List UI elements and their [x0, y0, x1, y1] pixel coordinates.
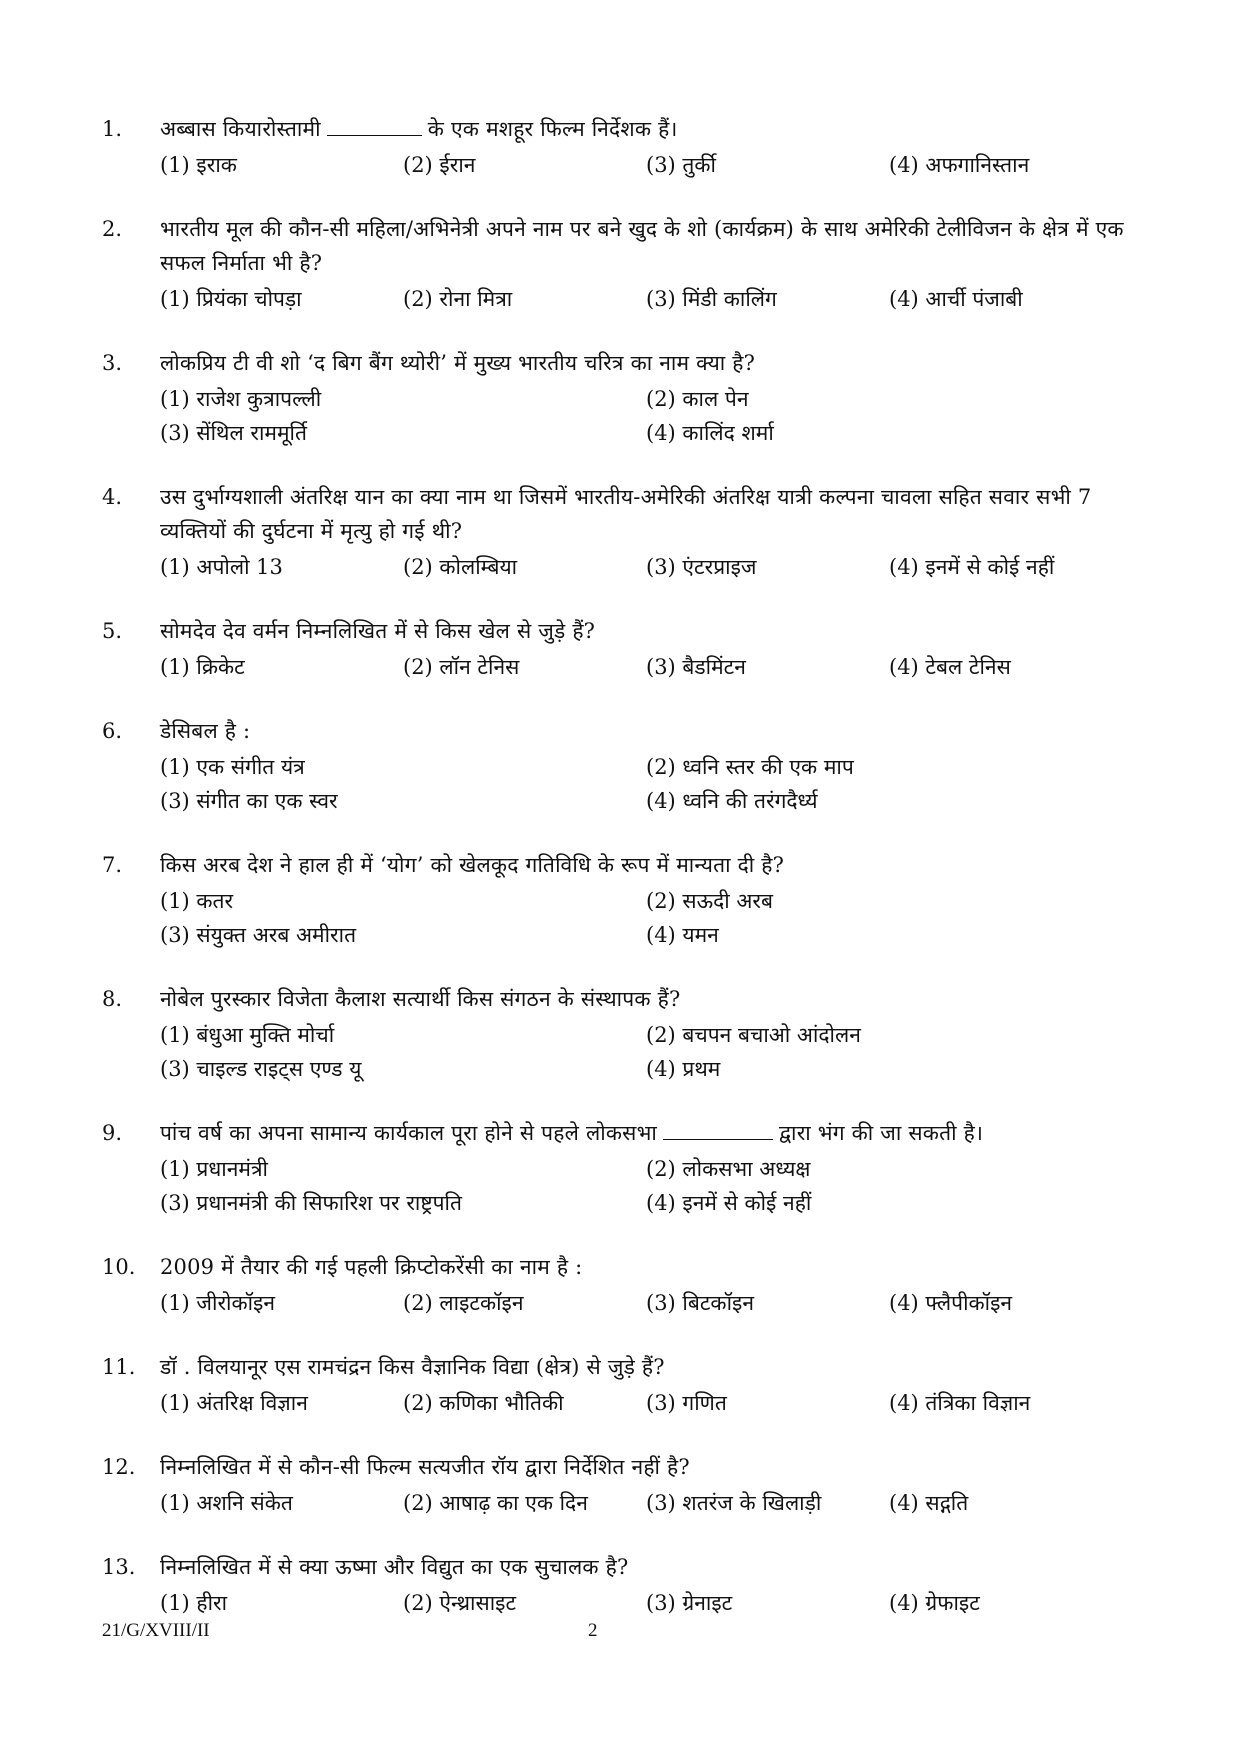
question-6: [102, 714, 1142, 818]
question-3: [102, 346, 1142, 450]
option-3: (3) एंटरप्राइज: [646, 555, 757, 579]
paper-code: 21/G/XVIII/II: [102, 1620, 210, 1641]
option-4: (4) ग्रेफाइट: [889, 1591, 980, 1615]
options: [160, 1286, 1142, 1320]
option-1: (1) अशनि संकेत: [160, 1491, 293, 1515]
question-number: 11.: [102, 1355, 136, 1379]
option-4: (4) अफगानिस्तान: [889, 153, 1030, 177]
option-2: (2) ऐन्थ्रासाइट: [403, 1591, 517, 1615]
option-2: (2) ईरान: [403, 153, 476, 177]
question-number: 8.: [102, 987, 123, 1011]
option-1: (1) प्रियंका चोपड़ा: [160, 287, 302, 311]
fill-blank: [663, 1117, 773, 1140]
option-4: (4) फ्लैपीकॉइन: [889, 1291, 1013, 1315]
options: [160, 750, 1142, 818]
option-2: (2) काल पेन: [646, 387, 749, 411]
option-1: (1) अंतरिक्ष विज्ञान: [160, 1391, 308, 1415]
question-text: डॉ . विलयानूर एस रामचंद्रन किस वैज्ञानिक विद्या (क्षेत्र) से जुड़े हैं?: [160, 1355, 665, 1379]
option-1: (1) राजेश कुत्रापल्ली: [160, 387, 322, 411]
option-3: (3) शतरंज के खिलाड़ी: [646, 1491, 822, 1515]
option-2: (2) रोना मित्रा: [403, 287, 513, 311]
option-3: (3) प्रधानमंत्री की सिफारिश पर राष्ट्रपति: [160, 1191, 462, 1215]
option-4: (4) यमन: [646, 923, 719, 947]
option-4: (4) तंत्रिका विज्ञान: [889, 1391, 1031, 1415]
question-number: 4.: [102, 485, 123, 509]
option-3: (3) चाइल्ड राइट्स एण्ड यू: [160, 1057, 362, 1081]
option-4: (4) ध्वनि की तरंगदैर्ध्य: [646, 789, 818, 813]
option-1: (1) इराक: [160, 153, 237, 177]
question-number: 7.: [102, 853, 123, 877]
question-4: [102, 480, 1142, 584]
question-text: द्वारा भंग की जा सकती है।: [778, 1121, 984, 1145]
question-number: 3.: [102, 351, 123, 375]
option-4: (4) प्रथम: [646, 1057, 721, 1081]
option-2: (2) लोकसभा अध्यक्ष: [646, 1157, 811, 1181]
option-1: (1) जीरोकॉइन: [160, 1291, 276, 1315]
options: [160, 282, 1142, 316]
option-1: (1) प्रधानमंत्री: [160, 1157, 268, 1181]
question-text: पांच वर्ष का अपना सामान्य कार्यकाल पूरा होने से पहले लोकसभा: [160, 1121, 657, 1145]
question-text: लोकप्रिय टी वी शो ‘द बिग बैंग थ्योरी’ में मुख्य भारतीय चरित्र का नाम क्या है?: [160, 351, 756, 375]
option-2: (2) कोलम्बिया: [403, 555, 518, 579]
page-number: 2: [588, 1620, 598, 1641]
question-text: अब्बास कियारोस्तामी: [160, 117, 321, 141]
question-5: [102, 614, 1142, 684]
question-number: 1.: [102, 117, 123, 141]
question-text: सोमदेव देव वर्मन निम्नलिखित में से किस खेल से जुड़े हैं?: [160, 619, 596, 643]
question-1: [102, 112, 1142, 182]
option-3: (3) संगीत का एक स्वर: [160, 789, 338, 813]
option-4: (4) इनमें से कोई नहीं: [889, 555, 1055, 579]
option-2: (2) बचपन बचाओ आंदोलन: [646, 1023, 861, 1047]
question-number: 2.: [102, 217, 123, 241]
question-number: 5.: [102, 619, 123, 643]
option-4: (4) आर्ची पंजाबी: [889, 287, 1023, 311]
question-text: भारतीय मूल की कौन-सी महिला/अभिनेत्री अपने नाम पर बने खुद के शो (कार्यक्रम) के साथ अमेरिकी टेलीविजन के क्षेत्र में एक सफल निर्माता भी है?: [160, 217, 1124, 275]
options: [160, 148, 1142, 182]
option-2: (2) लॉन टेनिस: [403, 655, 520, 679]
option-3: (3) गणित: [646, 1391, 727, 1415]
question-9: [102, 1116, 1142, 1220]
option-3: (3) तुर्की: [646, 153, 716, 177]
question-7: [102, 848, 1142, 952]
question-10: [102, 1250, 1142, 1320]
option-1: (1) हीरा: [160, 1591, 228, 1615]
option-2: (2) आषाढ़ का एक दिन: [403, 1491, 588, 1515]
options: [160, 1386, 1142, 1420]
option-4: (4) टेबल टेनिस: [889, 655, 1011, 679]
question-2: [102, 212, 1142, 316]
question-8: [102, 982, 1142, 1086]
option-3: (3) सेंथिल राममूर्ति: [160, 421, 307, 445]
question-number: 13.: [102, 1555, 136, 1579]
option-4: (4) कालिंद शर्मा: [646, 421, 774, 445]
question-number: 6.: [102, 719, 123, 743]
option-3: (3) बैडमिंटन: [646, 655, 746, 679]
option-3: (3) संयुक्त अरब अमीरात: [160, 923, 357, 947]
question-list: [102, 112, 1142, 1650]
options: [160, 1586, 1142, 1620]
option-1: (1) अपोलो 13: [160, 555, 283, 579]
option-2: (2) ध्वनि स्तर की एक माप: [646, 755, 854, 779]
option-2: (2) सऊदी अरब: [646, 889, 773, 913]
fill-blank: [327, 113, 422, 136]
option-1: (1) कतर: [160, 889, 234, 913]
option-3: (3) ग्रेनाइट: [646, 1591, 733, 1615]
options: [160, 1486, 1142, 1520]
question-text: डेसिबल है :: [160, 719, 251, 743]
option-2: (2) लाइटकॉइन: [403, 1291, 524, 1315]
question-number: 10.: [102, 1255, 136, 1279]
question-text: किस अरब देश ने हाल ही में ‘योग’ को खेलकूद गतिविधि के रूप में मान्यता दी है?: [160, 853, 785, 877]
option-4: (4) इनमें से कोई नहीं: [646, 1191, 812, 1215]
options: [160, 650, 1142, 684]
options: [160, 550, 1142, 584]
option-1: (1) क्रिकेट: [160, 655, 245, 679]
options: [160, 382, 1142, 450]
question-text: निम्नलिखित में से क्या ऊष्मा और विद्युत का एक सुचालक है?: [160, 1555, 629, 1579]
question-13: [102, 1550, 1142, 1620]
question-text: निम्नलिखित में से कौन-सी फिल्म सत्यजीत रॉय द्वारा निर्देशित नहीं है?: [160, 1455, 690, 1479]
question-12: [102, 1450, 1142, 1520]
option-1: (1) बंधुआ मुक्ति मोर्चा: [160, 1023, 335, 1047]
options: [160, 1152, 1142, 1220]
question-number: 9.: [102, 1121, 123, 1145]
question-number: 12.: [102, 1455, 136, 1479]
question-text: 2009 में तैयार की गई पहली क्रिप्टोकरेंसी का नाम है :: [160, 1255, 583, 1279]
option-4: (4) सद्गति: [889, 1491, 969, 1515]
question-11: [102, 1350, 1142, 1420]
options: [160, 1018, 1142, 1086]
question-text: नोबेल पुरस्कार विजेता कैलाश सत्यार्थी किस संगठन के संस्थापक हैं?: [160, 987, 681, 1011]
options: [160, 884, 1142, 952]
question-text: उस दुर्भाग्यशाली अंतरिक्ष यान का क्या नाम था जिसमें भारतीय-अमेरिकी अंतरिक्ष यात्री कल्पना चावला सहित सवार सभी 7 व्यक्तियों की दुर्घटना में मृत्यु हो गई थी?: [160, 485, 1092, 543]
option-3: (3) मिंडी कालिंग: [646, 287, 777, 311]
question-text: के एक मशहूर फिल्म निर्देशक हैं।: [427, 117, 678, 141]
option-2: (2) कणिका भौतिकी: [403, 1391, 564, 1415]
option-1: (1) एक संगीत यंत्र: [160, 755, 305, 779]
option-3: (3) बिटकॉइन: [646, 1291, 754, 1315]
